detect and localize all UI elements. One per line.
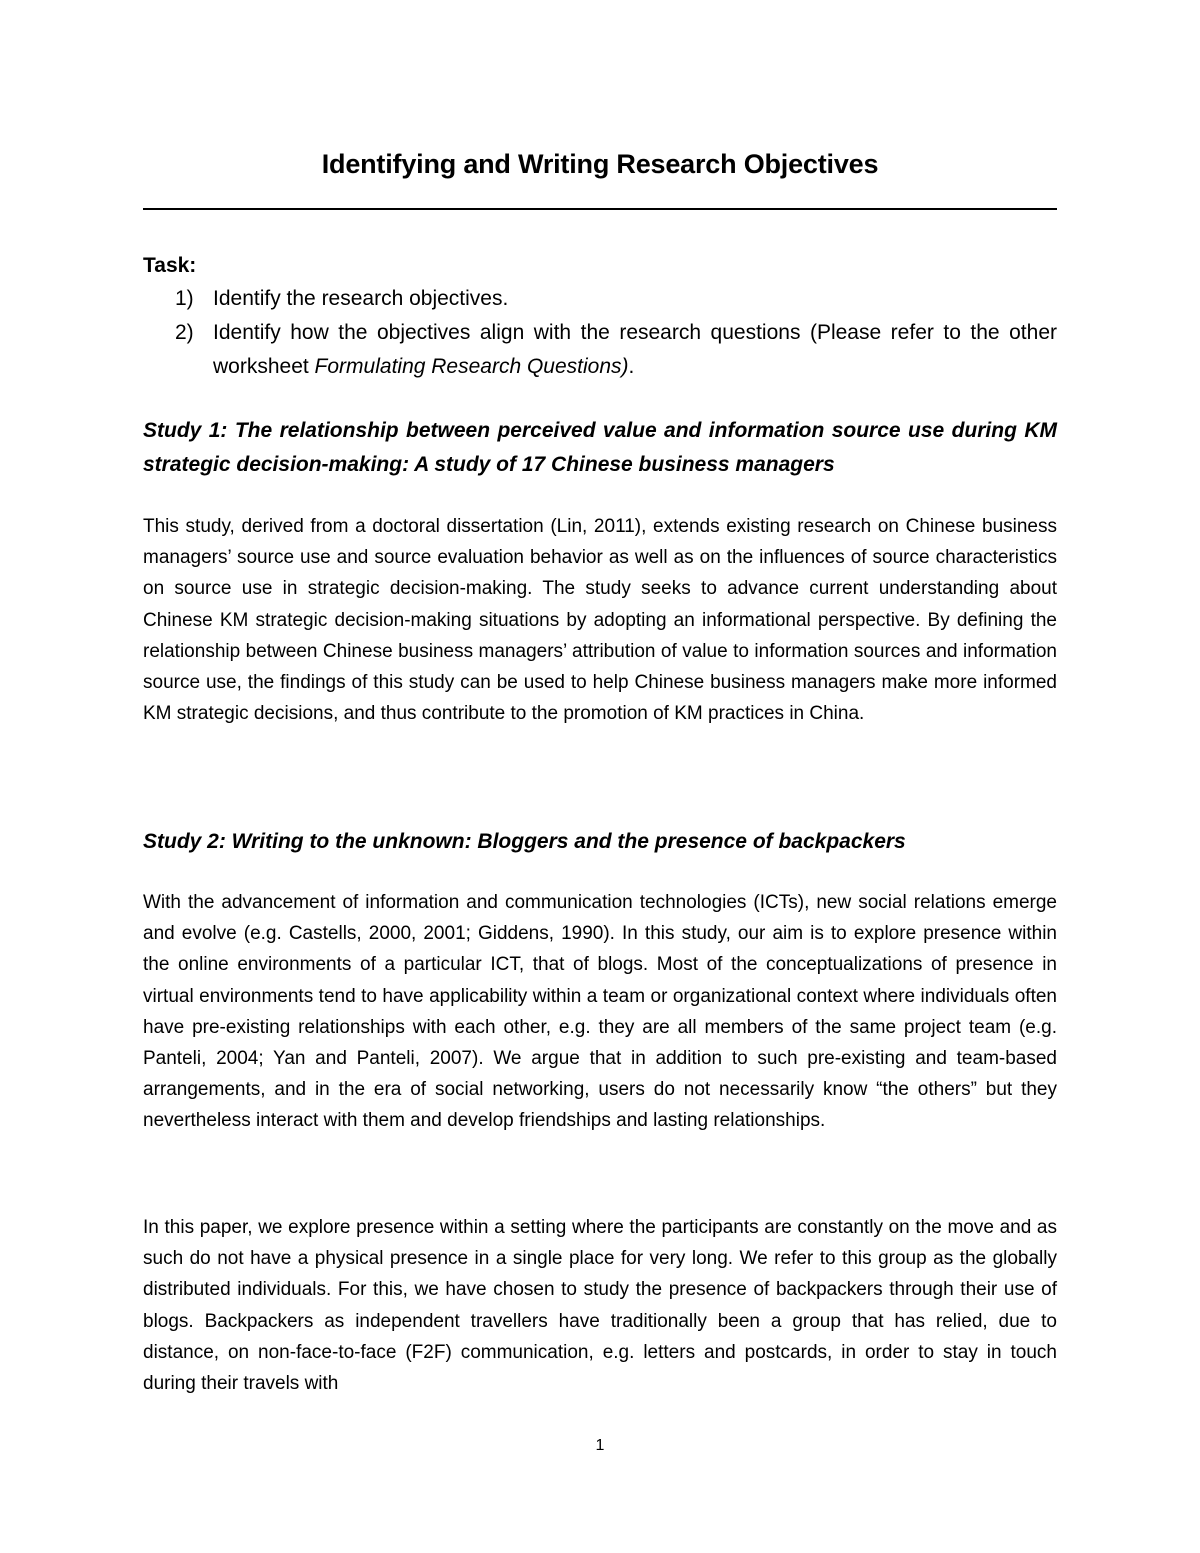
study-2-paragraph-1: With the advancement of information and communication technologies (ICTs), new social relations emerge and evolve (e.g. Castells, 2000, 2001; Giddens, 1990). In this study, our aim is to explore presence within the online environments of a particular ICT, that of blogs. Most of the conceptualizations of presence in virtual environments tend to have applicability within a team or organizational context where individuals often have pre-existing relationships with each other, e.g. they are all members of the same project team (e.g. Panteli, 2004; Yan and Panteli, 2007). We argue that in addition to such pre-existing and team-based arrangements, and in the era of social networking, users do not necessarily know “the others” but they nevertheless interact with them and develop friendships and lasting relationships. — [143, 892, 1057, 1132]
task-item-2-number: 2) — [175, 321, 194, 344]
document-page — [143, 0, 1057, 1553]
title-divider — [143, 208, 1057, 210]
study-1-title: Study 1: The relationship between perceived value and information source use during KM strategic decision-making: A study of 17 Chinese business managers — [143, 419, 1057, 476]
task-label: Task: — [143, 254, 197, 277]
task-item-2 — [143, 316, 1057, 384]
task-item-2-text: Identify how the objectives align with the research questions (Please refer to the other worksheet — [213, 321, 1057, 378]
task-item-1-text: Identify the research objectives. — [213, 287, 509, 310]
task-item-1 — [143, 282, 1057, 316]
page-number: 1 — [595, 1437, 605, 1454]
study-2-title: Study 2: Writing to the unknown: Bloggers and the presence of backpackers — [143, 830, 906, 853]
task-item-2-end: . — [628, 355, 635, 378]
study-1-paragraph: This study, derived from a doctoral dissertation (Lin, 2011), extends existing research on Chinese business managers’ source use and source evaluation behavior as well as on the influences of source characteristics on source use in strategic decision-making. The study seeks to advance current understanding about Chinese KM strategic decision-making situations by adopting an informational perspective. By defining the relationship between Chinese business managers’ attribution of value to information sources and information source use, the findings of this study can be used to help Chinese business managers make more informed KM strategic decisions, and thus contribute to the promotion of KM practices in China. — [143, 516, 1057, 725]
task-item-1-number: 1) — [175, 287, 194, 310]
study-2-paragraph-2: In this paper, we explore presence within a setting where the participants are constantly on the move and as such do not have a physical presence in a single place for very long. We refer to this group as the globally distributed individuals. For this, we have chosen to study the presence of backpackers through their use of blogs. Backpackers as independent travellers have traditionally been a group that has relied, due to distance, on non-face-to-face (F2F) communication, e.g. letters and postcards, in order to stay in touch during their travels with — [143, 1217, 1057, 1395]
task-list — [143, 282, 1057, 384]
worksheet-reference: Formulating Research Questions) — [314, 355, 629, 378]
document-title: Identifying and Writing Research Objectives — [321, 149, 879, 179]
